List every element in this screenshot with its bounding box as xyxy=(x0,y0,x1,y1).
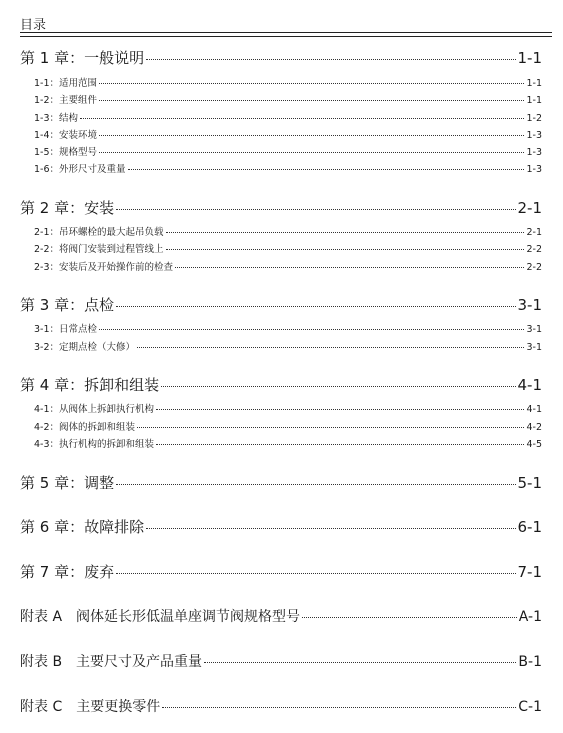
entry-page: 2-2 xyxy=(526,244,542,255)
entry-label: 1-1：适用范围 xyxy=(34,78,98,89)
entry-page: 1-1 xyxy=(526,95,542,106)
dot-leader xyxy=(166,232,525,233)
toc-section-1-6[interactable] xyxy=(34,161,542,175)
entry-label: 4-1：从阀体上拆卸执行机构 xyxy=(34,404,155,415)
entry-label: 1-4：安装环境 xyxy=(34,130,98,141)
entry-page: 7-1 xyxy=(517,563,542,581)
toc-section-1-2[interactable] xyxy=(34,92,542,106)
toc-section-1-5[interactable] xyxy=(34,144,542,158)
entry-label: 第 2 章：安装 xyxy=(20,199,115,217)
dot-leader xyxy=(116,484,515,485)
entry-label: 1-6：外形尺寸及重量 xyxy=(34,164,126,175)
entry-label: 4-3：执行机构的拆卸和组装 xyxy=(34,439,155,450)
toc-chapter-6[interactable] xyxy=(20,516,542,537)
dot-leader xyxy=(128,169,525,170)
entry-page: 1-3 xyxy=(526,130,542,141)
toc-chapter-2[interactable] xyxy=(20,197,542,218)
toc-chapter-5[interactable] xyxy=(20,472,542,493)
entry-page: A-1 xyxy=(518,609,542,625)
entry-page: B-1 xyxy=(518,654,542,670)
entry-label: 第 3 章：点检 xyxy=(20,296,115,314)
dot-leader xyxy=(156,409,524,410)
entry-label: 2-1：吊环螺栓的最大起吊负载 xyxy=(34,227,164,238)
entry-label: 2-2：将阀门安装到过程管线上 xyxy=(34,244,164,255)
dot-leader xyxy=(137,427,524,428)
dot-leader xyxy=(99,135,524,136)
toc-appendix-b[interactable] xyxy=(20,651,542,671)
toc-chapter-3[interactable] xyxy=(20,294,542,315)
toc-section-1-1[interactable] xyxy=(34,75,542,89)
dot-leader xyxy=(146,528,515,529)
toc-chapter-1[interactable] xyxy=(20,47,542,68)
toc-chapter-4[interactable] xyxy=(20,374,542,395)
entry-label: 1-3：结构 xyxy=(34,113,79,124)
dot-leader xyxy=(80,118,524,119)
entry-page: 4-2 xyxy=(526,422,542,433)
dot-leader xyxy=(99,152,524,153)
toc-section-4-1[interactable] xyxy=(34,401,542,415)
entry-label: 1-2：主要组件 xyxy=(34,95,98,106)
entry-page: 4-1 xyxy=(526,404,542,415)
dot-leader xyxy=(204,662,516,663)
entry-page: 2-1 xyxy=(517,199,542,217)
toc-section-4-2[interactable] xyxy=(34,419,542,433)
toc-section-2-3[interactable] xyxy=(34,259,542,273)
entry-label: 3-2：定期点检（大修） xyxy=(34,342,136,353)
dot-leader xyxy=(302,617,517,618)
toc-section-1-4[interactable] xyxy=(34,127,542,141)
dot-leader xyxy=(162,707,516,708)
toc-section-3-2[interactable] xyxy=(34,339,542,353)
entry-page: 4-5 xyxy=(526,439,542,450)
toc-section-2-2[interactable] xyxy=(34,241,542,255)
dot-leader xyxy=(99,83,524,84)
entry-label: 1-5：规格型号 xyxy=(34,147,98,158)
entry-page: 1-3 xyxy=(526,164,542,175)
toc-section-1-3[interactable] xyxy=(34,110,542,124)
dot-leader xyxy=(175,267,524,268)
dot-leader xyxy=(166,249,525,250)
entry-page: C-1 xyxy=(518,699,542,715)
entry-label: 2-3：安装后及开始操作前的检查 xyxy=(34,262,174,273)
entry-label: 第 1 章：一般说明 xyxy=(20,49,145,67)
entry-page: 6-1 xyxy=(517,518,542,536)
toc-section-4-3[interactable] xyxy=(34,436,542,450)
dot-leader xyxy=(116,209,515,210)
dot-leader xyxy=(99,100,524,101)
dot-leader xyxy=(99,329,524,330)
toc-header: 目录 xyxy=(20,18,47,33)
entry-page: 2-2 xyxy=(526,262,542,273)
dot-leader xyxy=(137,347,524,348)
toc-appendix-a[interactable] xyxy=(20,606,542,626)
toc-section-3-1[interactable] xyxy=(34,321,542,335)
entry-page: 5-1 xyxy=(517,474,542,492)
entry-label: 第 7 章：废弃 xyxy=(20,563,115,581)
entry-page: 2-1 xyxy=(526,227,542,238)
entry-page: 1-1 xyxy=(526,78,542,89)
header-rule-thin xyxy=(20,36,552,37)
entry-label: 3-1：日常点检 xyxy=(34,324,98,335)
entry-label: 第 6 章：故障排除 xyxy=(20,518,145,536)
entry-label: 附表 A 阀体延长形低温单座调节阀规格型号 xyxy=(20,609,301,625)
entry-page: 3-1 xyxy=(526,324,542,335)
dot-leader xyxy=(156,444,524,445)
toc-appendix-c[interactable] xyxy=(20,696,542,716)
toc-chapter-7[interactable] xyxy=(20,561,542,582)
entry-label: 附表 B 主要尺寸及产品重量 xyxy=(20,654,203,670)
entry-label: 附表 C 主要更换零件 xyxy=(20,699,161,715)
entry-page: 3-1 xyxy=(517,296,542,314)
entry-label: 第 5 章：调整 xyxy=(20,474,115,492)
entry-page: 3-1 xyxy=(526,342,542,353)
entry-page: 1-1 xyxy=(517,49,542,67)
entry-label: 第 4 章：拆卸和组装 xyxy=(20,376,160,394)
dot-leader xyxy=(116,573,515,574)
dot-leader xyxy=(116,306,515,307)
entry-page: 1-2 xyxy=(526,113,542,124)
toc-section-2-1[interactable] xyxy=(34,224,542,238)
entry-page: 4-1 xyxy=(517,376,542,394)
dot-leader xyxy=(146,59,515,60)
header-rule xyxy=(20,32,552,33)
entry-label: 4-2：阀体的拆卸和组装 xyxy=(34,422,136,433)
dot-leader xyxy=(161,386,515,387)
entry-page: 1-3 xyxy=(526,147,542,158)
